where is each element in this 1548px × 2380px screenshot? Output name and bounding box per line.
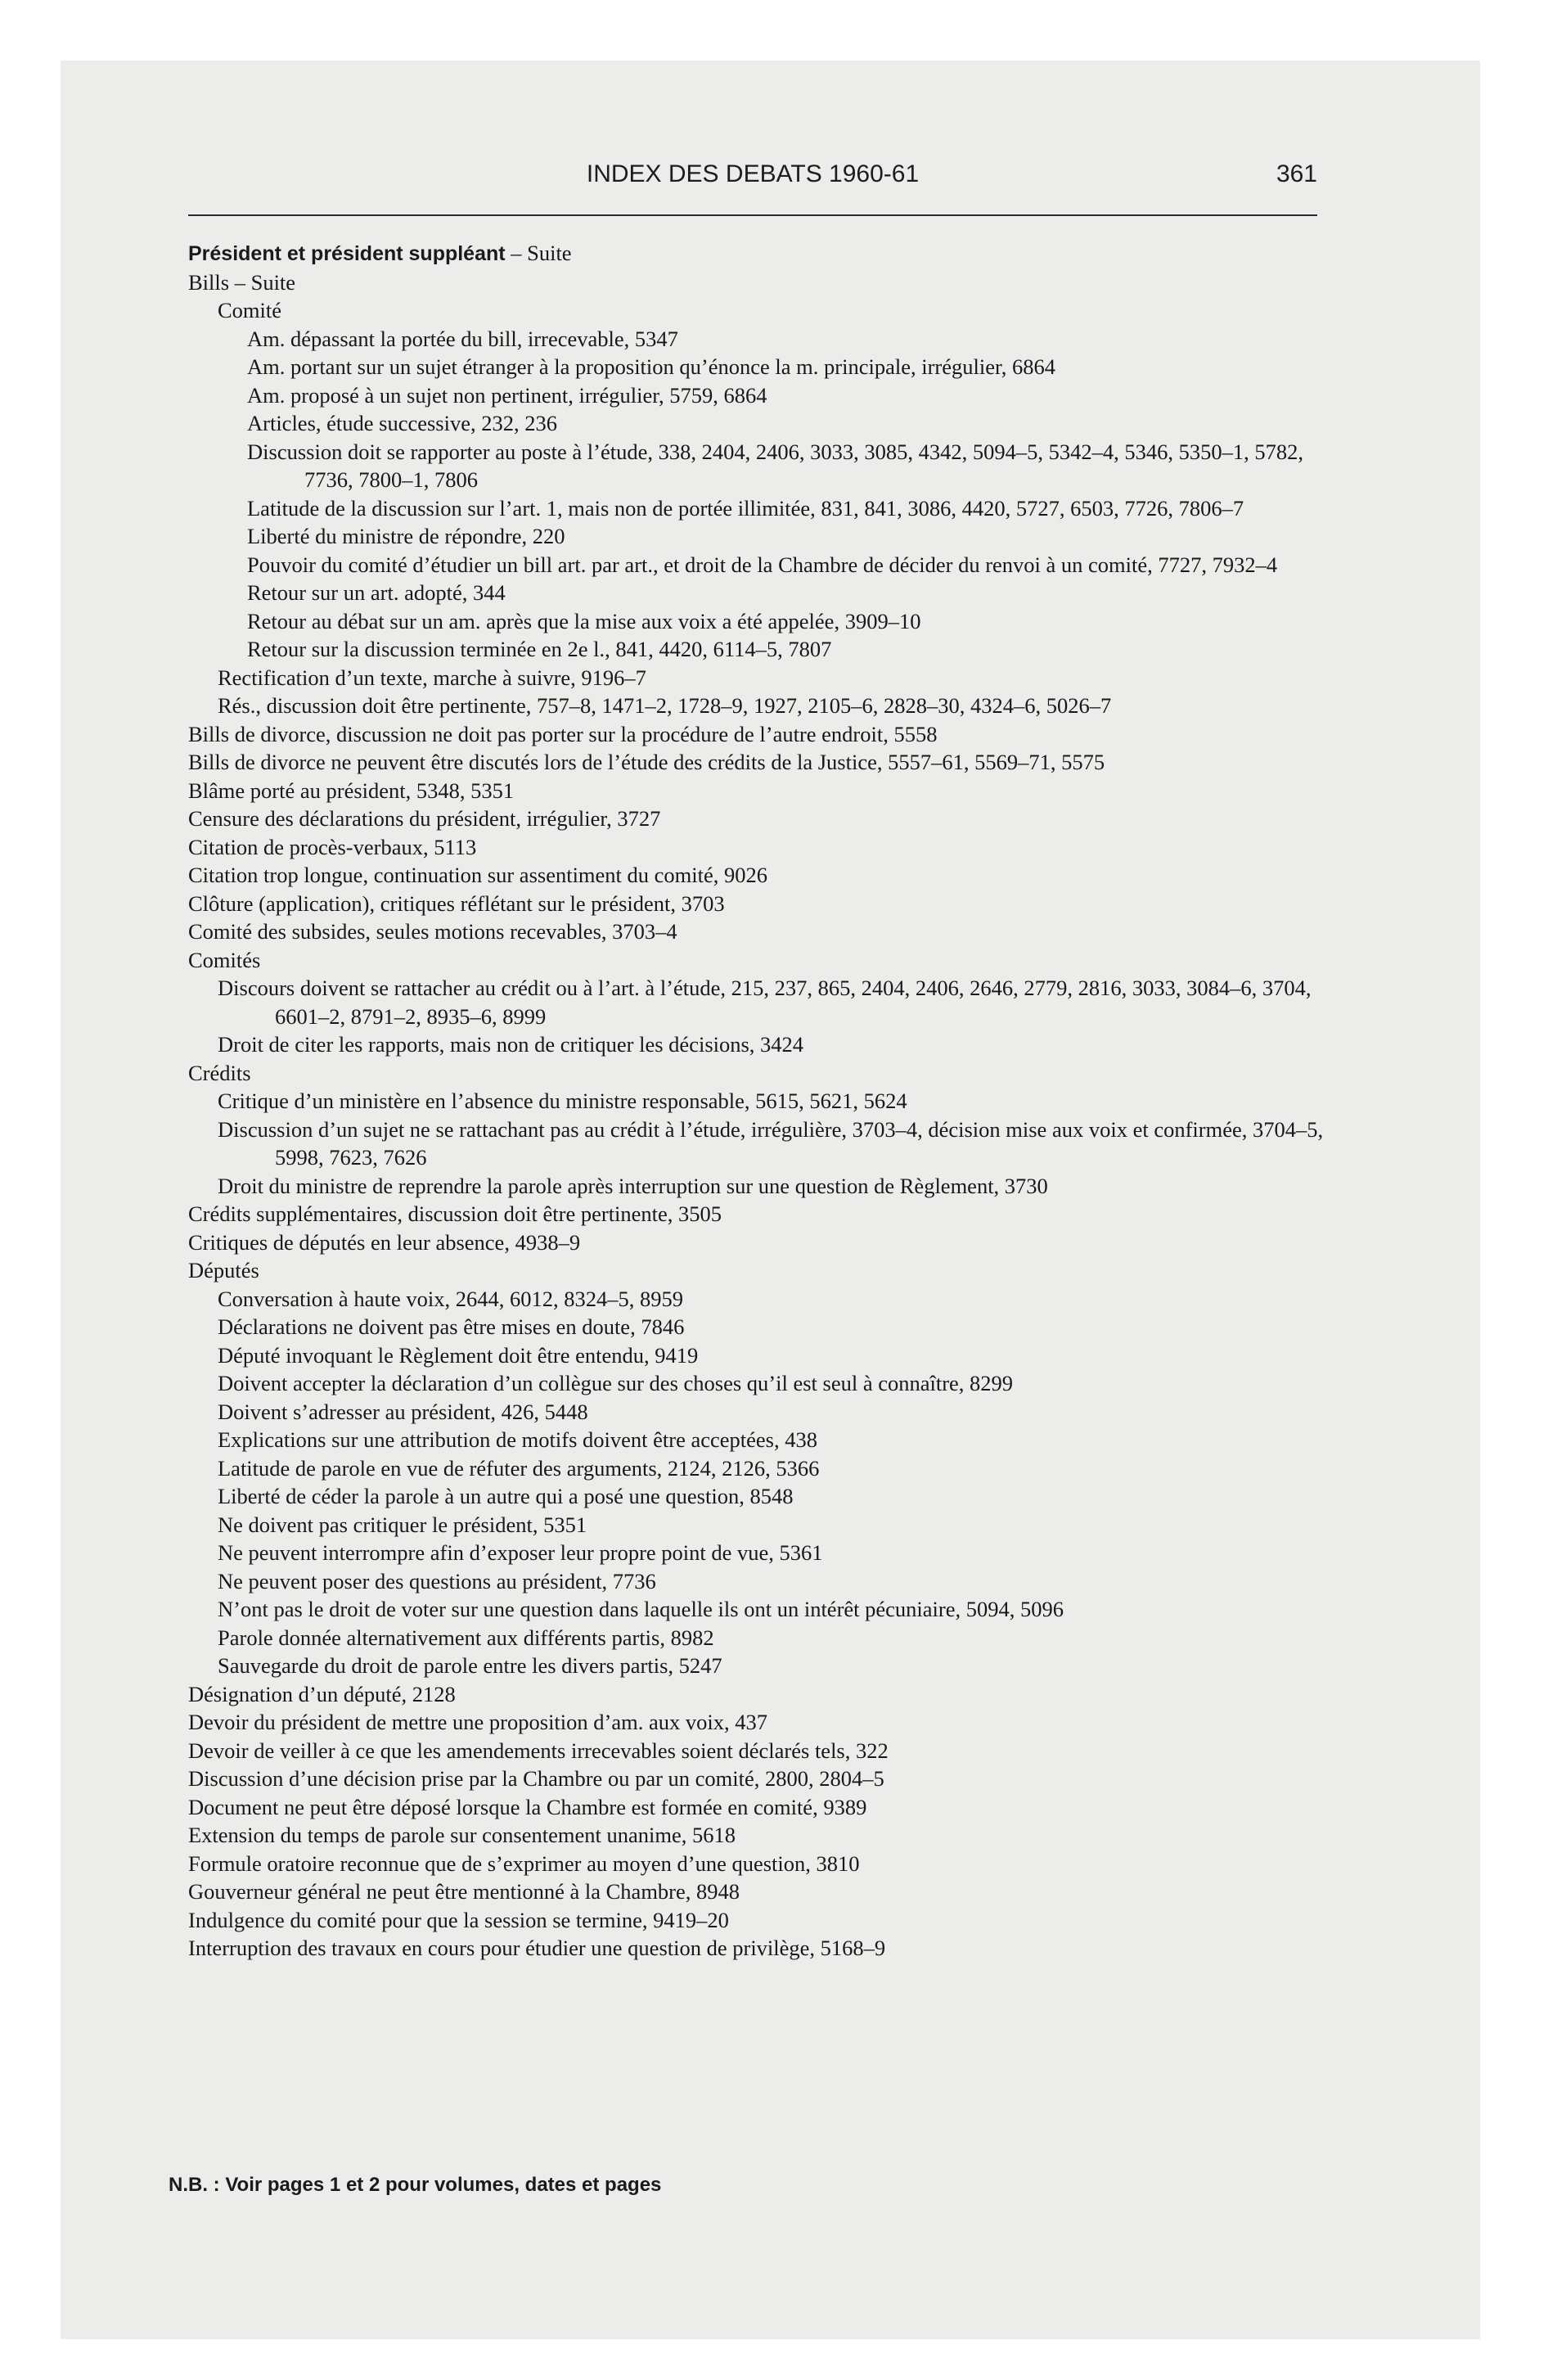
index-entry: Député invoquant le Règlement doit être entendu, 9419 — [218, 1342, 699, 1368]
index-entry: Désignation d’un député, 2128 — [188, 1681, 456, 1706]
page-number: 361 — [1276, 160, 1317, 187]
section-heading-suffix: – Suite — [505, 241, 572, 265]
index-entry: Latitude de la discussion sur l’art. 1, mais non de portée illimitée, 831, 841, 3086, 4420, 5727, 6503, 7726, 7806–7 — [247, 495, 1244, 521]
index-entry: Articles, étude successive, 232, 236 — [247, 411, 557, 435]
index-entry: Comité — [218, 298, 282, 322]
index-entry: Sauvegarde du droit de parole entre les divers partis, 5247 — [218, 1653, 722, 1678]
index-entry: Liberté du ministre de répondre, 220 — [247, 524, 565, 548]
index-entry: Devoir du président de mettre une proposition d’am. aux voix, 437 — [188, 1710, 767, 1734]
index-entry: Critique d’un ministère en l’absence du ministre responsable, 5615, 5621, 5624 — [218, 1089, 907, 1113]
index-entry: Comité des subsides, seules motions recevables, 3703–4 — [188, 919, 677, 944]
running-title: INDEX DES DEBATS 1960-61 — [586, 160, 920, 187]
section-heading: Président et président suppléant — [188, 242, 506, 265]
index-entry: Ne doivent pas critiquer le président, 5351 — [218, 1512, 587, 1537]
index-entry: Conversation à haute voix, 2644, 6012, 8324–5, 8959 — [218, 1286, 683, 1311]
index-entry: Bills de divorce, discussion ne doit pas porter sur la procédure de l’autre endroit, 5558 — [188, 721, 938, 746]
index-entry: Discussion d’un sujet ne se rattachant pas au crédit à l’étude, irrégulière, 3703–4, décision mise aux voix et confirmée, 3704–5, 5998, 7623, 7626 — [218, 1116, 1324, 1170]
index-entry: Doivent accepter la déclaration d’un collègue sur des choses qu’il est seul à connaître, 8299 — [218, 1371, 1014, 1395]
index-entry: Pouvoir du comité d’étudier un bill art. par art., et droit de la Chambre de décider du renvoi à un comité, 7727, 7932–4 — [247, 552, 1278, 577]
header-rule — [188, 214, 1317, 216]
index-page — [61, 61, 1480, 2339]
index-entry: Citation de procès-verbaux, 5113 — [188, 834, 477, 859]
index-entry: Droit de citer les rapports, mais non de critiquer les décisions, 3424 — [218, 1032, 804, 1057]
entry-list — [188, 268, 1350, 1963]
index-entry: Déclarations ne doivent pas être mises en doute, 7846 — [218, 1314, 685, 1339]
index-entry: Am. proposé à un sujet non pertinent, irrégulier, 5759, 6864 — [247, 382, 767, 408]
index-entry: Discours doivent se rattacher au crédit ou à l’art. à l’étude, 215, 237, 865, 2404, 2406, 2646, 2779, 2816, 3033, 3084–6, 3704, 6601–2, 8791–2, 8935–6, 8999 — [218, 976, 1312, 1029]
index-entry: Discussion d’une décision prise par la Chambre ou par un comité, 2800, 2804–5 — [188, 1766, 884, 1791]
index-entry: Critiques de députés en leur absence, 4938–9 — [188, 1229, 581, 1255]
index-entry: N’ont pas le droit de voter sur une question dans laquelle ils ont un intérêt pécuniaire, 5094, 5096 — [218, 1597, 1064, 1621]
index-entry: Explications sur une attribution de motifs doivent être acceptées, 438 — [218, 1427, 817, 1452]
index-entry: Rés., discussion doit être pertinente, 757–8, 1471–2, 1728–9, 1927, 2105–6, 2828–30, 4324–6, 5026–7 — [218, 693, 1112, 718]
index-entry: Liberté de céder la parole à un autre qui a posé une question, 8548 — [218, 1484, 794, 1508]
index-entry: Gouverneur général ne peut être mentionné à la Chambre, 8948 — [188, 1879, 740, 1904]
index-entry: Blâme porté au président, 5348, 5351 — [188, 778, 515, 803]
index-entry: Clôture (application), critiques réflétant sur le président, 3703 — [188, 890, 725, 916]
page-header — [188, 160, 1317, 201]
index-entry: Retour sur un art. adopté, 344 — [247, 580, 506, 605]
index-entry: Bills – Suite — [188, 269, 296, 295]
index-entry: Retour au débat sur un am. après que la mise aux voix a été appelée, 3909–10 — [247, 608, 921, 633]
index-entry: Députés — [188, 1258, 259, 1282]
index-entry: Ne peuvent interrompre afin d’exposer leur propre point de vue, 5361 — [218, 1540, 823, 1565]
footnote: N.B. : Voir pages 1 et 2 pour volumes, dates et pages — [169, 2174, 662, 2196]
index-entry: Discussion doit se rapporter au poste à l’étude, 338, 2404, 2406, 3033, 3085, 4342, 5094–5, 5342–4, 5346, 5350–1, 5782, 7736, 7800–1, 7806 — [247, 439, 1304, 492]
index-entry: Ne peuvent poser des questions au président, 7736 — [218, 1568, 656, 1593]
index-entry: Comités — [188, 947, 261, 972]
index-entry: Document ne peut être déposé lorsque la Chambre est formée en comité, 9389 — [188, 1794, 867, 1819]
index-entry: Indulgence du comité pour que la session se termine, 9419–20 — [188, 1907, 729, 1932]
index-entry: Crédits supplémentaires, discussion doit être pertinente, 3505 — [188, 1201, 722, 1226]
index-entry: Droit du ministre de reprendre la parole après interruption sur une question de Règlement, 3730 — [218, 1173, 1048, 1198]
index-entry: Am. portant sur un sujet étranger à la proposition qu’énonce la m. principale, irrégulier, 6864 — [247, 354, 1055, 379]
section-heading-line — [188, 239, 1350, 268]
index-entry: Am. dépassant la portée du bill, irrecevable, 5347 — [247, 326, 678, 351]
index-entry: Crédits — [188, 1060, 251, 1085]
index-entry: Formule oratoire reconnue que de s’exprimer au moyen d’une question, 3810 — [188, 1850, 860, 1876]
index-entry: Rectification d’un texte, marche à suivre, 9196–7 — [218, 665, 646, 690]
index-entry: Doivent s’adresser au président, 426, 5448 — [218, 1399, 588, 1424]
index-entry: Bills de divorce ne peuvent être discutés lors de l’étude des crédits de la Justice, 5557–61, 5569–71, 5575 — [188, 750, 1105, 774]
index-entry: Interruption des travaux en cours pour étudier une question de privilège, 5168–9 — [188, 1936, 886, 1960]
index-entry: Citation trop longue, continuation sur assentiment du comité, 9026 — [188, 863, 768, 887]
index-entry: Retour sur la discussion terminée en 2e l., 841, 4420, 6114–5, 7807 — [247, 637, 832, 661]
index-entry: Censure des déclarations du président, irrégulier, 3727 — [188, 806, 661, 831]
index-entry: Latitude de parole en vue de réfuter des arguments, 2124, 2126, 5366 — [218, 1455, 820, 1481]
index-entry: Parole donnée alternativement aux différents partis, 8982 — [218, 1625, 714, 1650]
index-entry: Devoir de veiller à ce que les amendements irrecevables soient déclarés tels, 322 — [188, 1738, 889, 1763]
index-entries — [188, 239, 1350, 1963]
index-entry: Extension du temps de parole sur consentement unanime, 5618 — [188, 1823, 736, 1847]
